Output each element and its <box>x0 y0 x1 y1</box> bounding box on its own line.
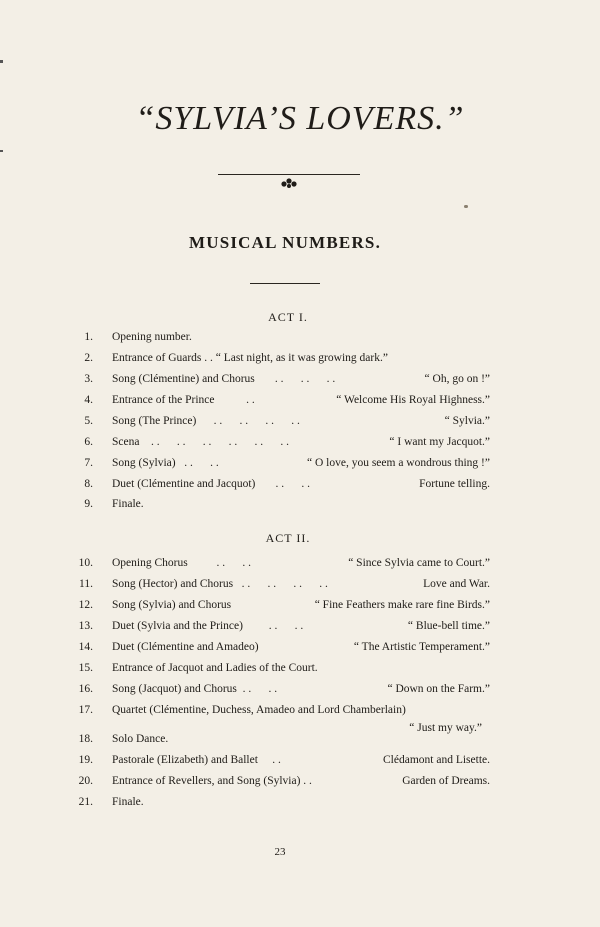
item-title: Quartet (Clémentine, Duchess, Amadeo and Lord Chamberlain) <box>112 704 406 716</box>
item-title: Finale. <box>112 498 144 510</box>
list-item <box>0 373 600 389</box>
list-item <box>0 557 600 573</box>
list-item <box>0 620 600 636</box>
list-item <box>0 754 600 770</box>
item-title: Song (Sylvia) . . . . <box>112 457 219 469</box>
list-item <box>0 599 600 615</box>
paper-speck <box>464 205 468 208</box>
margin-mark <box>0 60 3 63</box>
item-song: Love and War. <box>423 578 490 590</box>
item-number: 6. <box>84 436 93 448</box>
item-song: Clédamont and Lisette. <box>383 754 490 766</box>
item-title: Scena . . . . . . . . . . . . <box>112 436 289 448</box>
list-item <box>0 331 600 347</box>
item-number: 3. <box>84 373 93 385</box>
section-title: MUSICAL NUMBERS. <box>188 233 382 252</box>
item-number: 7. <box>84 457 93 469</box>
item-number: 14. <box>78 641 93 653</box>
item-title: Entrance of the Prince . . <box>112 394 255 406</box>
item-song: “ Fine Feathers make rare fine Birds.” <box>314 599 490 611</box>
list-item <box>0 733 600 749</box>
item-title: Duet (Clémentine and Amadeo) <box>112 641 259 653</box>
item-number: 16. <box>78 683 93 695</box>
item-number: 18. <box>78 733 93 745</box>
list-item <box>0 662 600 678</box>
title-rule <box>218 174 360 175</box>
list-item <box>0 796 600 812</box>
list-item <box>0 352 600 368</box>
list-item <box>0 578 600 594</box>
item-number: 13. <box>78 620 93 632</box>
item-song: “ Down on the Farm.” <box>387 683 490 695</box>
item-title: Opening Chorus . . . . <box>112 557 251 569</box>
item-song: “ Sylvia.” <box>444 415 490 427</box>
list-item <box>0 704 600 720</box>
act-title: ACT I. <box>268 310 308 324</box>
list-item <box>0 436 600 452</box>
item-song: “ Welcome His Royal Highness.” <box>336 394 490 406</box>
item-title: Opening number. <box>112 331 192 343</box>
item-title: Song (Jacquot) and Chorus . . . . <box>112 683 278 695</box>
item-number: 9. <box>84 498 93 510</box>
item-number: 12. <box>78 599 93 611</box>
item-title: Pastorale (Elizabeth) and Ballet . . <box>112 754 281 766</box>
item-number: 2. <box>84 352 93 364</box>
list-item <box>0 457 600 473</box>
item-song: Garden of Dreams. <box>402 775 490 787</box>
item-number: 11. <box>79 578 93 590</box>
item-title: Song (Clémentine) and Chorus . . . . . . <box>112 373 336 385</box>
item-title: Entrance of Revellers, and Song (Sylvia) . . <box>112 775 312 787</box>
item-title: Song (Sylvia) and Chorus <box>112 599 232 611</box>
item-song: “ Since Sylvia came to Court.” <box>348 557 490 569</box>
page-number: 23 <box>274 846 286 858</box>
page-title: “SYLVIA’S LOVERS.” <box>135 100 465 137</box>
item-title: Entrance of Jacquot and Ladies of the Court. <box>112 662 318 674</box>
item-number: 10. <box>78 557 93 569</box>
item-title: Entrance of Guards . . “ Last night, as it was growing dark.” <box>112 352 388 364</box>
list-item <box>0 498 600 514</box>
act-title: ACT II. <box>265 531 311 545</box>
item-number: 17. <box>78 704 93 716</box>
item-number: 20. <box>78 775 93 787</box>
item-song: “ Just my way.” <box>409 722 482 734</box>
list-item <box>0 415 600 431</box>
item-song: “ O love, you seem a wondrous thing !” <box>306 457 490 469</box>
item-title: Finale. <box>112 796 144 808</box>
item-number: 1. <box>84 331 93 343</box>
fleuron-ornament-icon <box>278 177 300 189</box>
item-title: Song (Hector) and Chorus . . . . . . . . <box>112 578 328 590</box>
item-song: “ Oh, go on !” <box>424 373 490 385</box>
item-title: Duet (Sylvia and the Prince) . . . . <box>112 620 304 632</box>
item-title: Solo Dance. <box>112 733 169 745</box>
item-number: 19. <box>78 754 93 766</box>
item-number: 5. <box>84 415 93 427</box>
item-song: Fortune telling. <box>419 478 490 490</box>
list-item <box>0 683 600 699</box>
item-song: “ I want my Jacquot.” <box>389 436 490 448</box>
item-number: 21. <box>78 796 93 808</box>
list-item <box>0 394 600 410</box>
item-number: 8. <box>84 478 93 490</box>
section-rule <box>250 283 320 284</box>
margin-mark <box>0 150 3 152</box>
item-title: Song (The Prince) . . . . . . . . <box>112 415 300 427</box>
list-item <box>0 641 600 657</box>
item-title: Duet (Clémentine and Jacquot) . . . . <box>112 478 311 490</box>
item-number: 4. <box>84 394 93 406</box>
list-item <box>0 775 600 791</box>
item-song: “ The Artistic Temperament.” <box>353 641 490 653</box>
list-item <box>0 478 600 494</box>
item-song: “ Blue-bell time.” <box>407 620 490 632</box>
item-number: 15. <box>78 662 93 674</box>
